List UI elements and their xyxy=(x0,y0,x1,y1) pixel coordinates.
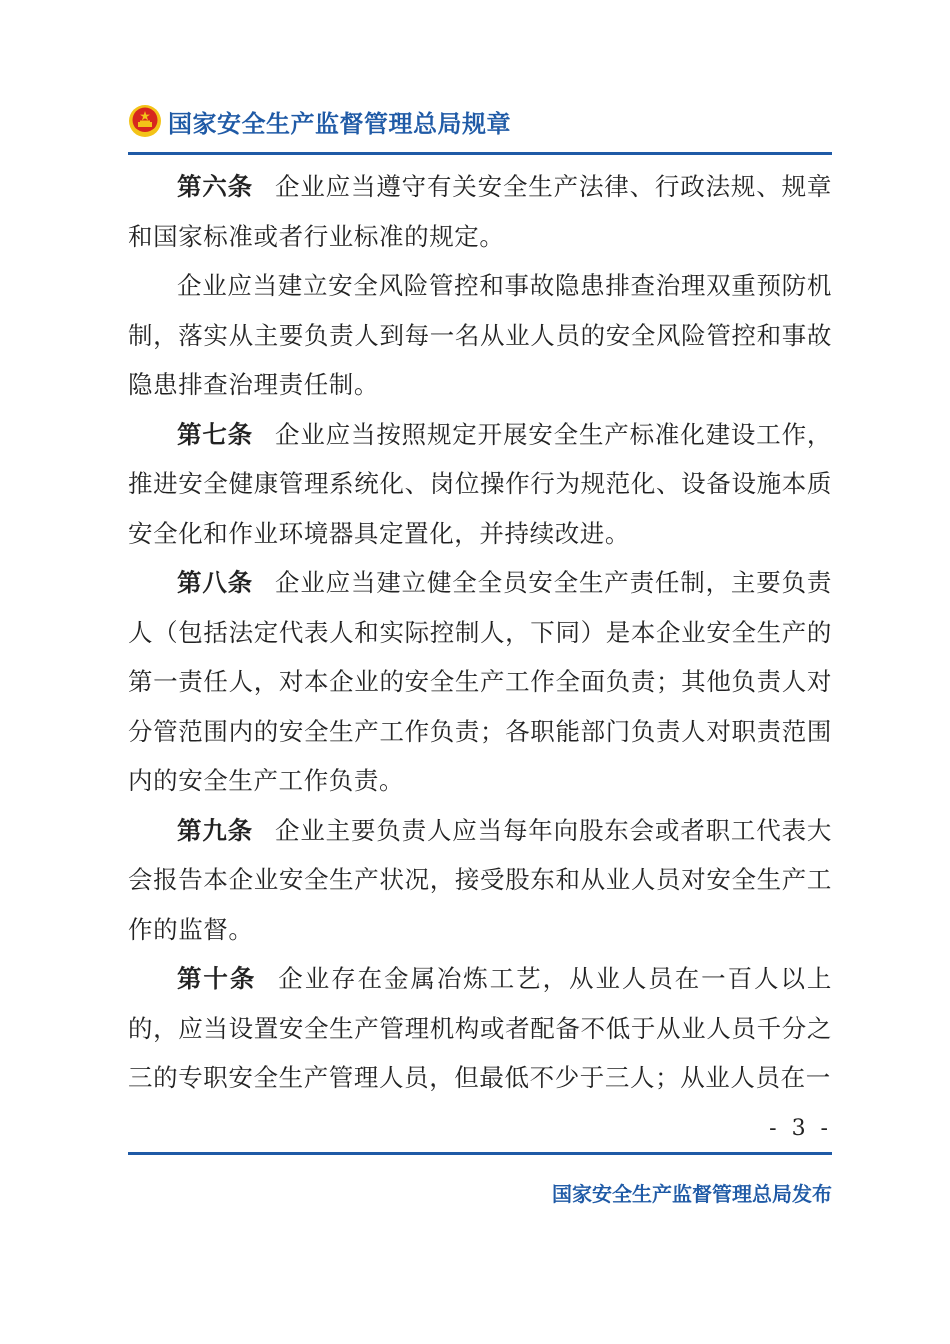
article-number: 第八条 xyxy=(177,568,253,597)
article-paragraph xyxy=(128,162,832,261)
article-text: 企业应当建立安全风险管控和事故隐患排查治理双重预防机制，落实从主要负责人到每一名从业人员的安全风险管控和事故隐患排查治理责任制。 xyxy=(128,271,832,399)
article-number: 第六条 xyxy=(177,172,253,201)
article-text: 企业存在金属冶炼工艺，从业人员在一百人以上的，应当设置安全生产管理机构或者配备不低于从业人员千分之三的专职安全生产管理人员，但最低不少于三人；从业人员在一 xyxy=(128,964,832,1092)
article-number: 第七条 xyxy=(177,419,253,449)
article-number: 第十条 xyxy=(177,964,257,993)
header-title: 国家安全生产监督管理总局规章 xyxy=(168,110,511,138)
article-paragraph xyxy=(128,954,832,1103)
page-number: - 3 - xyxy=(769,1116,832,1141)
article-text: 企业主要负责人应当每年向股东会或者职工代表大会报告本企业安全生产状况，接受股东和从业人员对安全生产工作的监督。 xyxy=(128,815,832,944)
page-header xyxy=(128,100,832,148)
article-text: 企业应当按照规定开展安全生产标准化建设工作，推进安全健康管理系统化、岗位操作行为规范化、设备设施本质安全化和作业环境器具定置化，并持续改进。 xyxy=(128,419,832,548)
header-divider xyxy=(128,152,832,155)
article-text: 企业应当遵守有关安全生产法律、行政法规、规章和国家标准或者行业标准的规定。 xyxy=(128,172,832,251)
article-paragraph xyxy=(128,806,832,955)
article-paragraph xyxy=(128,558,832,806)
article-text: 企业应当建立健全全员安全生产责任制，主要负责人（包括法定代表人和实际控制人，下同）是本企业安全生产的第一责任人，对本企业的安全生产工作全面负责；其他负责人对分管范围内的安全生产工作负责；各职能部门负责人对职责范围内的安全生产工作负责。 xyxy=(128,568,832,795)
article-paragraph xyxy=(128,261,832,410)
footer-publisher: 国家安全生产监督管理总局发布 xyxy=(552,1182,832,1206)
document-body xyxy=(128,162,832,1103)
national-emblem-icon xyxy=(128,104,162,138)
article-number: 第九条 xyxy=(177,815,253,845)
article-paragraph xyxy=(128,410,832,559)
footer-divider xyxy=(128,1152,832,1155)
